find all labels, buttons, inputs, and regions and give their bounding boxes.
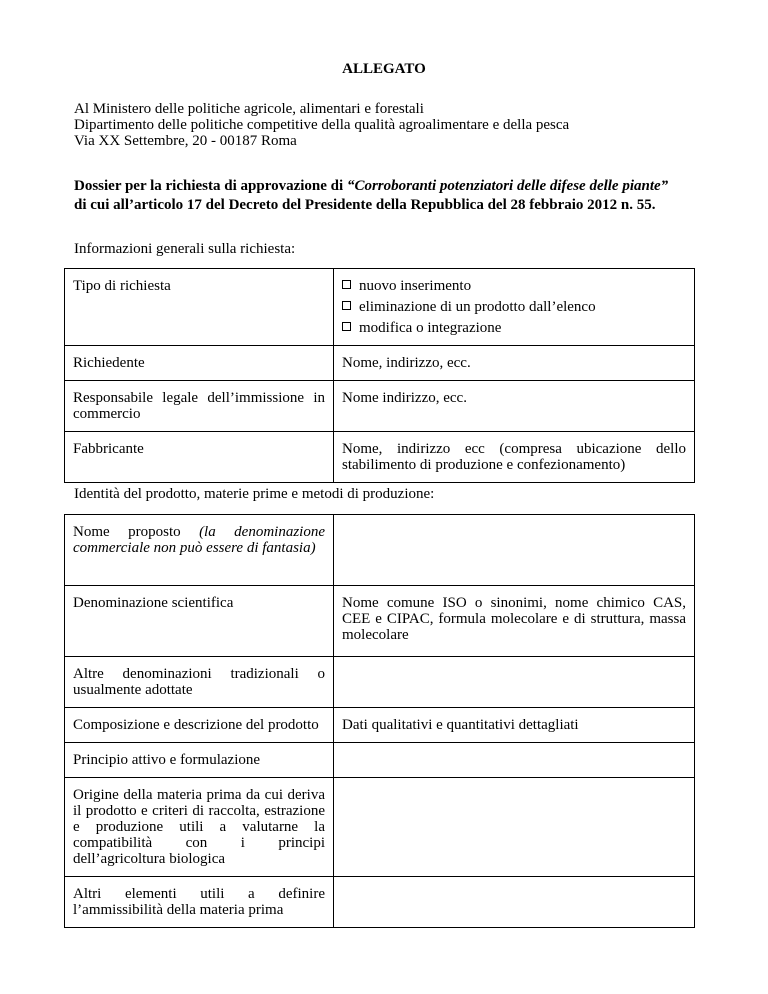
option-new-insertion[interactable] (342, 278, 686, 294)
scientific-name-label: Denominazione scientifica (65, 586, 334, 657)
admissibility-elements-value (334, 877, 695, 928)
manufacturer-value: Nome, indirizzo ecc (compresa ubicazione dello stabilimento di produzione e confezionamento) (334, 432, 695, 483)
addressee-department: Dipartimento delle politiche competitive della qualità agroalimentare e della pesca (74, 117, 570, 133)
dossier-prefix: Dossier per la richiesta di approvazione di (74, 178, 347, 194)
checkbox-icon[interactable] (342, 280, 351, 289)
table-row (65, 381, 695, 432)
table-cell-label (65, 269, 334, 346)
dossier-suffix: di cui all’articolo 17 del Decreto del Presidente della Repubblica del 28 febbraio 2012 n. 55. (74, 197, 656, 213)
active-principle-label: Principio attivo e formulazione (65, 743, 334, 778)
table-row (65, 708, 695, 743)
table-row (65, 778, 695, 877)
raw-material-origin-label: Origine della materia prima da cui deriva il prodotto e criteri di raccolta, estrazione e produzione utili a valutarne la compatibilità con i principi dell’agricoltura biologica (65, 778, 334, 877)
raw-material-origin-value (334, 778, 695, 877)
table-row (65, 586, 695, 657)
scientific-name-value: Nome comune ISO o sinonimi, nome chimico CAS, CEE e CIPAC, formula molecolare e di struttura, massa molecolare (334, 586, 695, 657)
proposed-name-value (334, 515, 695, 586)
table-row (65, 657, 695, 708)
other-names-label: Altre denominazioni tradizionali o usualmente adottate (65, 657, 334, 708)
legal-responsible-value: Nome indirizzo, ecc. (334, 381, 695, 432)
proposed-name-note: (la denominazione commerciale non può essere di fantasia) (73, 524, 325, 556)
table-row (65, 346, 695, 381)
composition-value: Dati qualitativi e quantitativi dettagliati (334, 708, 695, 743)
table-row (65, 743, 695, 778)
option-elimination[interactable] (342, 299, 686, 315)
document-title: ALLEGATO (342, 61, 426, 77)
section-product-identity-label: Identità del prodotto, materie prime e metodi di produzione: (74, 486, 435, 502)
proposed-name-text: Nome proposto (73, 524, 200, 540)
option-modification[interactable] (342, 320, 686, 336)
table-row (65, 432, 695, 483)
addressee-block (74, 101, 714, 149)
request-type-options (334, 269, 695, 346)
applicant-value: Nome, indirizzo, ecc. (334, 346, 695, 381)
general-info-table (64, 268, 695, 483)
addressee-address: Via XX Settembre, 20 - 00187 Roma (74, 133, 297, 149)
applicant-label: Richiedente (65, 346, 334, 381)
request-type-label: Tipo di richiesta (73, 278, 171, 294)
checkbox-icon[interactable] (342, 301, 351, 310)
addressee-ministry: Al Ministero delle politiche agricole, alimentari e forestali (74, 101, 424, 117)
table-row (65, 515, 695, 586)
proposed-name-label (65, 515, 334, 586)
composition-label: Composizione e descrizione del prodotto (65, 708, 334, 743)
active-principle-value (334, 743, 695, 778)
option-label: nuovo inserimento (359, 278, 472, 294)
option-label: modifica o integrazione (359, 320, 502, 336)
dossier-heading (74, 177, 704, 215)
checkbox-icon[interactable] (342, 322, 351, 331)
option-label: eliminazione di un prodotto dall’elenco (359, 299, 596, 315)
product-identity-table (64, 514, 695, 928)
table-row (65, 877, 695, 928)
admissibility-elements-label: Altri elementi utili a definire l’ammissibilità della materia prima (65, 877, 334, 928)
table-row (65, 269, 695, 346)
other-names-value (334, 657, 695, 708)
section-general-info-label: Informazioni generali sulla richiesta: (74, 241, 296, 257)
legal-responsible-label: Responsabile legale dell’immissione in commercio (65, 381, 334, 432)
dossier-quoted-title: “Corroboranti potenziatori delle difese delle piante” (346, 178, 669, 194)
manufacturer-label: Fabbricante (65, 432, 334, 483)
